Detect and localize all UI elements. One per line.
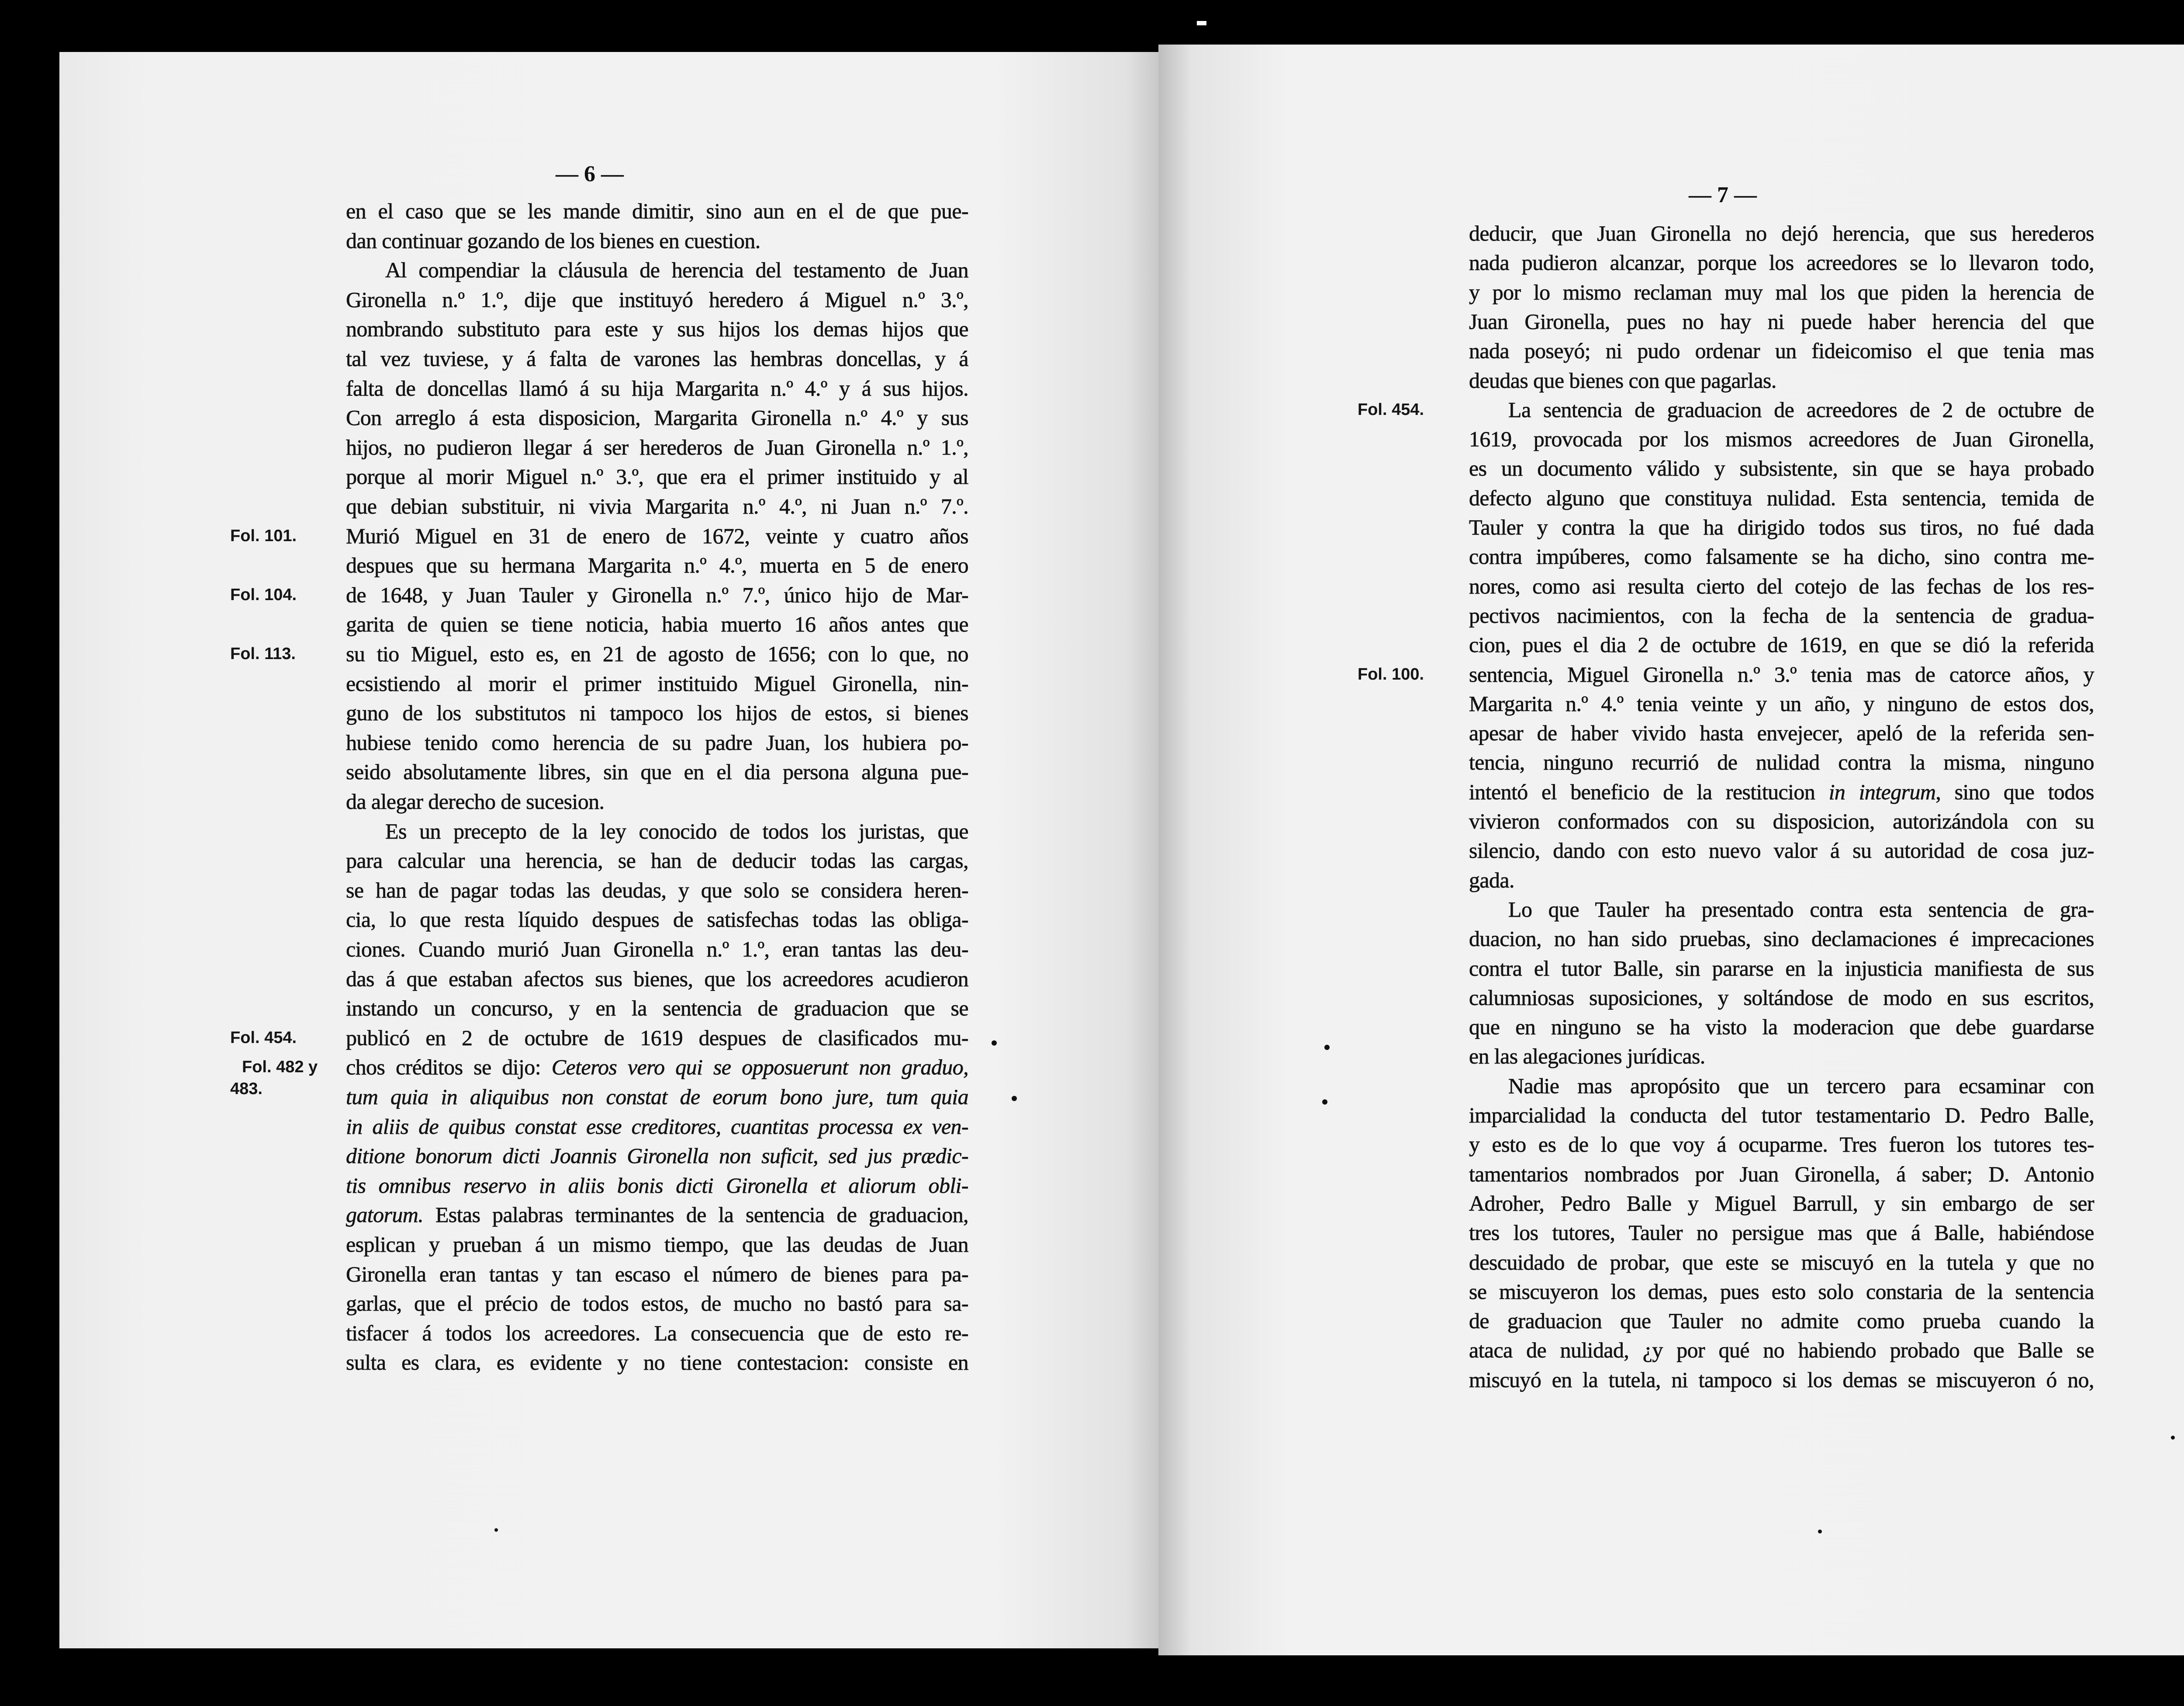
text-line bbox=[346, 1347, 968, 1377]
line-text: vivieron conformados con su disposicion, autorizándola con su bbox=[1469, 809, 2094, 833]
line-text: ataca de nulidad, ¿y por qué no habiendo probado que Balle se bbox=[1469, 1338, 2094, 1363]
line-text: Al compendiar la cláusula de herencia del testamento de Juan bbox=[385, 258, 968, 283]
text-line bbox=[1469, 1100, 2094, 1130]
text-line bbox=[1508, 395, 2094, 425]
line-text: sulta es clara, es evidente y no tiene contestacion: consiste en bbox=[346, 1350, 968, 1375]
line-text: ciones. Cuando murió Juan Gironella n.º 1.º, eran tantas las deu- bbox=[346, 937, 968, 961]
line-text: su tio Miguel, esto es, en 21 de agosto de 1656; con lo que, no bbox=[346, 642, 968, 666]
line-text: Gironella n.º 1.º, dije que instituyó heredero á Miguel n.º 3.º, bbox=[346, 287, 968, 312]
line-text: se miscuyeron los demas, pues esto solo constaria de la sentencia bbox=[1469, 1279, 2094, 1304]
margin-note-folio: Fol. 104. bbox=[230, 585, 297, 604]
text-line bbox=[346, 1259, 968, 1289]
line-text: guno de los substitutos ni tampoco los hijos de estos, si bienes bbox=[346, 701, 968, 725]
line-text: das á que estaban afectos sus bienes, que los acreedores acudieron bbox=[346, 966, 968, 991]
line-text: seido absolutamente libres, sin que en el dia persona alguna pue- bbox=[346, 760, 968, 784]
text-line bbox=[346, 639, 968, 669]
line-text: Estas palabras terminantes de la sentencia de graduacion, bbox=[423, 1202, 968, 1227]
line-text: que en ninguno se ha visto la moderacion que debe guardarse bbox=[1469, 1015, 2094, 1039]
line-text: se han de pagar todas las deudas, y que solo se considera heren- bbox=[346, 877, 968, 902]
line-text: ecsistiendo al morir el primer instituido Miguel Gironella, nin- bbox=[346, 671, 968, 696]
text-line bbox=[1469, 718, 2094, 748]
text-line bbox=[346, 964, 968, 994]
text-line bbox=[1469, 1365, 2094, 1395]
text-line bbox=[346, 757, 968, 787]
margin-note-folio: Fol. 454. bbox=[1358, 400, 1424, 419]
line-text: instando un concurso, y en la sentencia de graduacion que se bbox=[346, 996, 968, 1021]
line-text: nada pudieron alcanzar, porque los acreedores se lo llevaron todo, bbox=[1469, 250, 2094, 275]
margin-note-folio: Fol. 113. bbox=[230, 645, 296, 663]
line-text: es un documento válido y subsistente, sin que se haya probado bbox=[1469, 456, 2094, 481]
text-line bbox=[1469, 483, 2094, 513]
latin-quote-text: Ceteros vero qui se opposuerunt non graduo, bbox=[551, 1055, 969, 1080]
scan-speck bbox=[1322, 1099, 1327, 1105]
line-text: calumniosas suposiciones, y soltándose de modo en sus escritos, bbox=[1469, 985, 2094, 1010]
text-line bbox=[1469, 542, 2094, 571]
text-line bbox=[1469, 424, 2094, 454]
line-text: publicó en 2 de octubre de 1619 despues de clasificados mu- bbox=[346, 1025, 968, 1050]
text-line bbox=[346, 1318, 968, 1348]
line-text: contra el tutor Balle, sin pararse en la injusticia manifiesta de sus bbox=[1469, 956, 2094, 981]
text-line bbox=[1469, 336, 2094, 366]
text-line bbox=[1469, 630, 2094, 660]
scan-speck bbox=[1324, 1045, 1330, 1050]
text-line bbox=[346, 934, 968, 964]
line-text: cia, lo que resta líquido despues de satisfechas todas las obliga- bbox=[346, 907, 968, 932]
line-text: gada. bbox=[1469, 867, 1514, 892]
latin-quote-text: in aliis de quibus constat esse creditores, cuantitas processa ex ven- bbox=[346, 1114, 968, 1139]
text-line bbox=[346, 373, 968, 403]
text-line bbox=[346, 1052, 968, 1082]
text-line bbox=[346, 787, 968, 816]
text-line bbox=[1469, 865, 2094, 895]
text-line bbox=[346, 403, 968, 432]
line-text: Murió Miguel en 31 de enero de 1672, veinte y cuatro años bbox=[346, 523, 968, 548]
text-line bbox=[346, 285, 968, 314]
latin-quote-text: ditione bonorum dicti Joannis Gironella non suficit, sed jus prædic- bbox=[346, 1143, 968, 1168]
line-text: nores, como asi resulta cierto del cotejo de las fechas de los res- bbox=[1469, 573, 2094, 598]
text-line bbox=[346, 698, 968, 728]
margin-note-folio: Fol. 100. bbox=[1358, 665, 1424, 684]
line-text: intentó el beneficio de la restitucion bbox=[1469, 779, 1829, 804]
scan-speck bbox=[1012, 1096, 1017, 1101]
text-line bbox=[346, 580, 968, 610]
line-text: y esto es de lo que voy á ocuparme. Tres fueron los tutores tes- bbox=[1469, 1132, 2094, 1157]
line-text: tencia, ninguno recurrió de nulidad contra la misma, ninguno bbox=[1469, 750, 2094, 775]
text-line bbox=[1469, 248, 2094, 277]
text-line bbox=[346, 1023, 968, 1053]
text-line bbox=[346, 344, 968, 373]
text-line bbox=[346, 462, 968, 491]
text-line bbox=[1469, 836, 2094, 865]
line-text: hijos, no pudieron llegar á ser herederos de Juan Gironella n.º 1.º, bbox=[346, 435, 968, 459]
text-line bbox=[1469, 453, 2094, 483]
text-line bbox=[346, 521, 968, 551]
line-text: deducir, que Juan Gironella no dejó herencia, que sus herederos bbox=[1469, 221, 2094, 245]
line-text: chos créditos se dijo: bbox=[346, 1055, 552, 1080]
text-line bbox=[346, 728, 968, 757]
scan-mark bbox=[1197, 21, 1206, 25]
text-line bbox=[346, 196, 968, 226]
text-line bbox=[1469, 1188, 2094, 1218]
text-line bbox=[346, 905, 968, 934]
line-text: imparcialidad la conducta del tutor testamentario D. Pedro Balle, bbox=[1469, 1103, 2094, 1127]
margin-note-folio: Fol. 101. bbox=[230, 526, 297, 545]
right-page bbox=[1158, 45, 2184, 1655]
text-line bbox=[385, 816, 968, 846]
text-line bbox=[1469, 689, 2094, 718]
line-text: en las alegaciones jurídicas. bbox=[1469, 1044, 1705, 1069]
line-text: falta de doncellas llamó á su hija Margarita n.º 4.º y á sus hijos. bbox=[346, 376, 968, 401]
text-line bbox=[1469, 924, 2094, 953]
scan-speck bbox=[1818, 1530, 1822, 1533]
line-text: tres los tutores, Tauler no persigue mas que á Balle, habiéndose bbox=[1469, 1220, 2094, 1245]
left-page bbox=[59, 52, 1158, 1648]
line-text: apesar de haber vivido hasta envejecer, apeló de la referida sen- bbox=[1469, 721, 2094, 746]
text-line bbox=[1469, 953, 2094, 983]
line-text: , sino que todos bbox=[1935, 779, 2094, 804]
line-text: garita de quien se tiene noticia, habia muerto 16 años antes que bbox=[346, 612, 968, 637]
line-text: dan continuar gozando de los bienes en cuestion. bbox=[346, 228, 760, 253]
line-text: tisfacer á todos los acreedores. La consecuencia que de esto re- bbox=[346, 1320, 968, 1345]
line-text: Juan Gironella, pues no hay ni puede haber herencia del que bbox=[1469, 309, 2094, 334]
text-line bbox=[1469, 777, 2094, 807]
line-text: para calcular una herencia, se han de deducir todas las cargas, bbox=[346, 848, 968, 873]
scan-speck bbox=[494, 1528, 498, 1532]
text-line bbox=[346, 1288, 968, 1318]
scan-speck bbox=[992, 1040, 997, 1046]
text-line bbox=[1469, 1012, 2094, 1042]
text-line bbox=[346, 1141, 968, 1171]
line-text: Gironella eran tantas y tan escaso el número de bienes para pa- bbox=[346, 1261, 968, 1286]
text-line bbox=[1469, 277, 2094, 307]
latin-quote-text: tum quia in aliquibus non constat de eorum bono jure, tum quia bbox=[346, 1084, 968, 1109]
text-line bbox=[1469, 307, 2094, 336]
line-text: garlas, que el précio de todos estos, de mucho no bastó para sa- bbox=[346, 1291, 968, 1316]
text-line bbox=[1469, 806, 2094, 836]
text-line bbox=[1469, 983, 2094, 1012]
line-text: de 1648, y Juan Tauler y Gironella n.º 7.º, único hijo de Mar- bbox=[346, 582, 968, 607]
text-line bbox=[346, 1171, 968, 1200]
latin-quote-text: gatorum. bbox=[346, 1202, 424, 1227]
text-line bbox=[1469, 1247, 2094, 1277]
line-text: y por lo mismo reclaman muy mal los que piden la herencia de bbox=[1469, 280, 2094, 304]
line-text: sentencia, Miguel Gironella n.º 3.º tenia mas de catorce años, y bbox=[1469, 662, 2094, 687]
line-text: La sentencia de graduacion de acreedores de 2 de octubre de bbox=[1508, 397, 2094, 422]
latin-quote-text: tis omnibus reservo in aliis bonis dicti Gironella et aliorum obli- bbox=[346, 1173, 968, 1198]
text-line bbox=[1469, 1159, 2094, 1189]
text-line bbox=[1469, 1129, 2094, 1159]
line-text: deudas que bienes con que pagarlas. bbox=[1469, 368, 1776, 393]
line-text: cion, pues el dia 2 de octubre de 1619, en que se dió la referida bbox=[1469, 632, 2094, 657]
page-number: — 7 — bbox=[1689, 183, 1757, 207]
line-text: esplican y prueban á un mismo tiempo, que las deudas de Juan bbox=[346, 1232, 968, 1257]
line-text: defecto alguno que constituya nulidad. Esta sentencia, temida de bbox=[1469, 485, 2094, 510]
line-text: Lo que Tauler ha presentado contra esta sentencia de gra- bbox=[1508, 897, 2094, 922]
line-text: Adroher, Pedro Balle y Miguel Barrull, y sin embargo de ser bbox=[1469, 1191, 2094, 1216]
line-text: descuidado de probar, que este se miscuyó en la tutela y que no bbox=[1469, 1250, 2094, 1274]
line-text: da alegar derecho de sucesion. bbox=[346, 789, 605, 814]
text-line bbox=[346, 669, 968, 698]
line-text: que debian substituir, ni vivia Margarita n.º 4.º, ni Juan n.º 7.º. bbox=[346, 494, 968, 518]
latin-quote-text: in integrum bbox=[1828, 779, 1936, 804]
text-line bbox=[1508, 894, 2094, 924]
margin-note-folio: Fol. 482 y bbox=[242, 1058, 318, 1077]
text-line bbox=[1469, 1277, 2094, 1306]
text-line bbox=[1469, 1041, 2094, 1071]
line-text: pectivos nacimientos, con la fecha de la sentencia de gradua- bbox=[1469, 603, 2094, 628]
line-text: miscuyó en la tutela, ni tampoco si los demas se miscuyeron ó no, bbox=[1469, 1367, 2094, 1392]
text-line bbox=[1508, 1071, 2094, 1101]
margin-note-folio: 483. bbox=[230, 1080, 263, 1098]
scan-speck bbox=[2171, 1436, 2175, 1440]
line-text: de graduacion que Tauler no admite como prueba cuando la bbox=[1469, 1309, 2094, 1333]
line-text: Tauler y contra la que ha dirigido todos sus tiros, no fué dada bbox=[1469, 515, 2094, 539]
text-line bbox=[346, 875, 968, 905]
text-line bbox=[346, 1200, 968, 1229]
page-number: — 6 — bbox=[556, 162, 624, 186]
line-text: 1619, provocada por los mismos acreedores de Juan Gironella, bbox=[1469, 427, 2094, 452]
line-text: Es un precepto de la ley conocido de todos los juristas, que bbox=[385, 818, 968, 843]
text-line bbox=[1469, 366, 2094, 395]
line-text: silencio, dando con esto nuevo valor á su autoridad de cosa juz- bbox=[1469, 838, 2094, 863]
text-line bbox=[346, 1112, 968, 1141]
line-text: nombrando substituto para este y sus hijos los demas hijos que bbox=[346, 317, 968, 342]
line-text: duacion, no han sido pruebas, sino declamaciones é imprecaciones bbox=[1469, 926, 2094, 951]
text-line bbox=[1469, 1218, 2094, 1247]
line-text: tamentarios nombrados por Juan Gironella, á saber; D. Antonio bbox=[1469, 1161, 2094, 1186]
text-line bbox=[1469, 512, 2094, 542]
text-line bbox=[385, 255, 968, 285]
line-text: Con arreglo á esta disposicion, Margarita Gironella n.º 4.º y sus bbox=[346, 405, 968, 430]
text-line bbox=[346, 550, 968, 580]
text-line bbox=[346, 993, 968, 1023]
text-line bbox=[1469, 1335, 2094, 1365]
text-line bbox=[346, 226, 968, 256]
text-line bbox=[1469, 660, 2094, 689]
line-text: hubiese tenido como herencia de su padre Juan, los hubiera po- bbox=[346, 730, 968, 755]
text-line bbox=[1469, 1306, 2094, 1336]
text-line bbox=[346, 846, 968, 875]
line-text: Nadie mas apropósito que un tercero para ecsaminar con bbox=[1508, 1073, 2094, 1098]
text-line bbox=[346, 1082, 968, 1112]
text-line bbox=[1469, 747, 2094, 777]
margin-note-folio: Fol. 454. bbox=[230, 1028, 297, 1047]
text-line bbox=[346, 491, 968, 521]
text-line bbox=[1469, 601, 2094, 630]
line-text: contra impúberes, como falsamente se ha dicho, sino contra me- bbox=[1469, 544, 2094, 569]
line-text: nada poseyó; ni pudo ordenar un fideicomiso el que tenia mas bbox=[1469, 338, 2094, 363]
line-text: despues que su hermana Margarita n.º 4.º, muerta en 5 de enero bbox=[346, 553, 968, 578]
text-line bbox=[1469, 571, 2094, 601]
line-text: tal vez tuviese, y á falta de varones las hembras doncellas, y á bbox=[346, 346, 968, 371]
text-line bbox=[1469, 218, 2094, 248]
text-line bbox=[346, 432, 968, 462]
line-text: Margarita n.º 4.º tenia veinte y un año, y ninguno de estos dos, bbox=[1469, 691, 2094, 716]
line-text: porque al morir Miguel n.º 3.º, que era el primer instituido y al bbox=[346, 464, 968, 489]
text-line bbox=[346, 1229, 968, 1259]
text-line bbox=[346, 314, 968, 344]
line-text: en el caso que se les mande dimitir, sino aun en el de que pue- bbox=[346, 199, 968, 223]
text-line bbox=[346, 609, 968, 639]
